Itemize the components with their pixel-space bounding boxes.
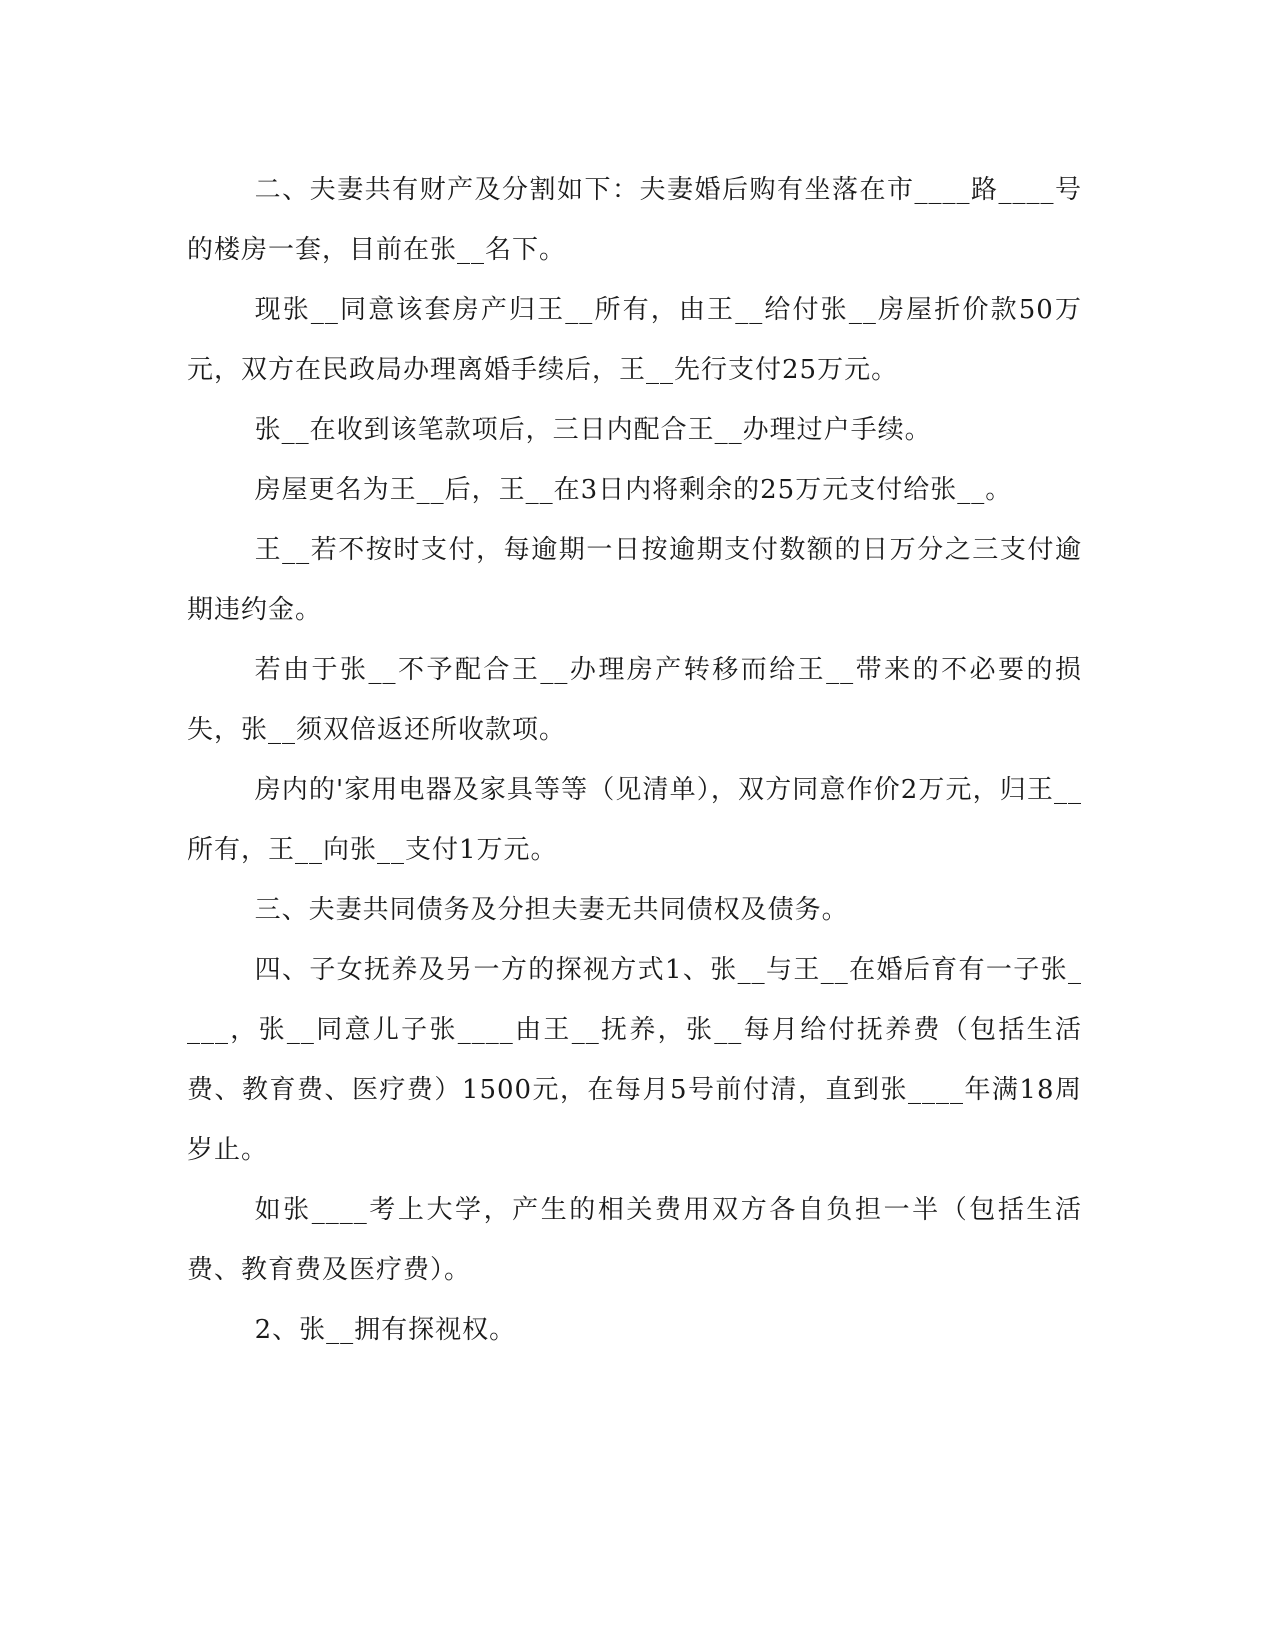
paragraph-college-expenses: 如张____考上大学，产生的相关费用双方各自负担一半（包括生活费、教育费及医疗费）。 bbox=[187, 1195, 1082, 1285]
document-body bbox=[187, 160, 1082, 1360]
paragraph-remaining-payment: 房屋更名为王__后，王__在3日内将剩余的25万元支付给张__。 bbox=[254, 475, 1013, 505]
paragraph-late-penalty: 王__若不按时支付，每逾期一日按逾期支付数额的日万分之三支付逾期违约金。 bbox=[187, 535, 1082, 625]
paragraph-property-division: 二、夫妻共有财产及分割如下：夫妻婚后购有坐落在市____路____号的楼房一套，目前在张__名下。 bbox=[187, 175, 1082, 265]
paragraph-child-custody: 四、子女抚养及另一方的探视方式1、张__与王__在婚后育有一子张____，张__同意儿子张____由王__抚养，张__每月给付抚养费（包括生活费、教育费、医疗费）1500元，在每月5号前付清，直到张____年满18周岁止。 bbox=[187, 955, 1082, 1165]
paragraph-furniture-appliances: 房内的'家用电器及家具等等（见清单），双方同意作价2万元，归王__所有，王__向张__支付1万元。 bbox=[187, 775, 1082, 865]
paragraph-visitation-rights: 2、张__拥有探视权。 bbox=[254, 1315, 517, 1345]
paragraph-transfer-procedure: 张__在收到该笔款项后，三日内配合王__办理过户手续。 bbox=[254, 415, 932, 445]
paragraph-refund-clause: 若由于张__不予配合王__办理房产转移而给王__带来的不必要的损失，张__须双倍返还所收款项。 bbox=[187, 655, 1082, 745]
paragraph-debts: 三、夫妻共同债务及分担夫妻无共同债权及债务。 bbox=[254, 895, 849, 925]
paragraph-house-ownership: 现张__同意该套房产归王__所有，由王__给付张__房屋折价款50万元，双方在民政局办理离婚手续后，王__先行支付25万元。 bbox=[187, 295, 1082, 385]
